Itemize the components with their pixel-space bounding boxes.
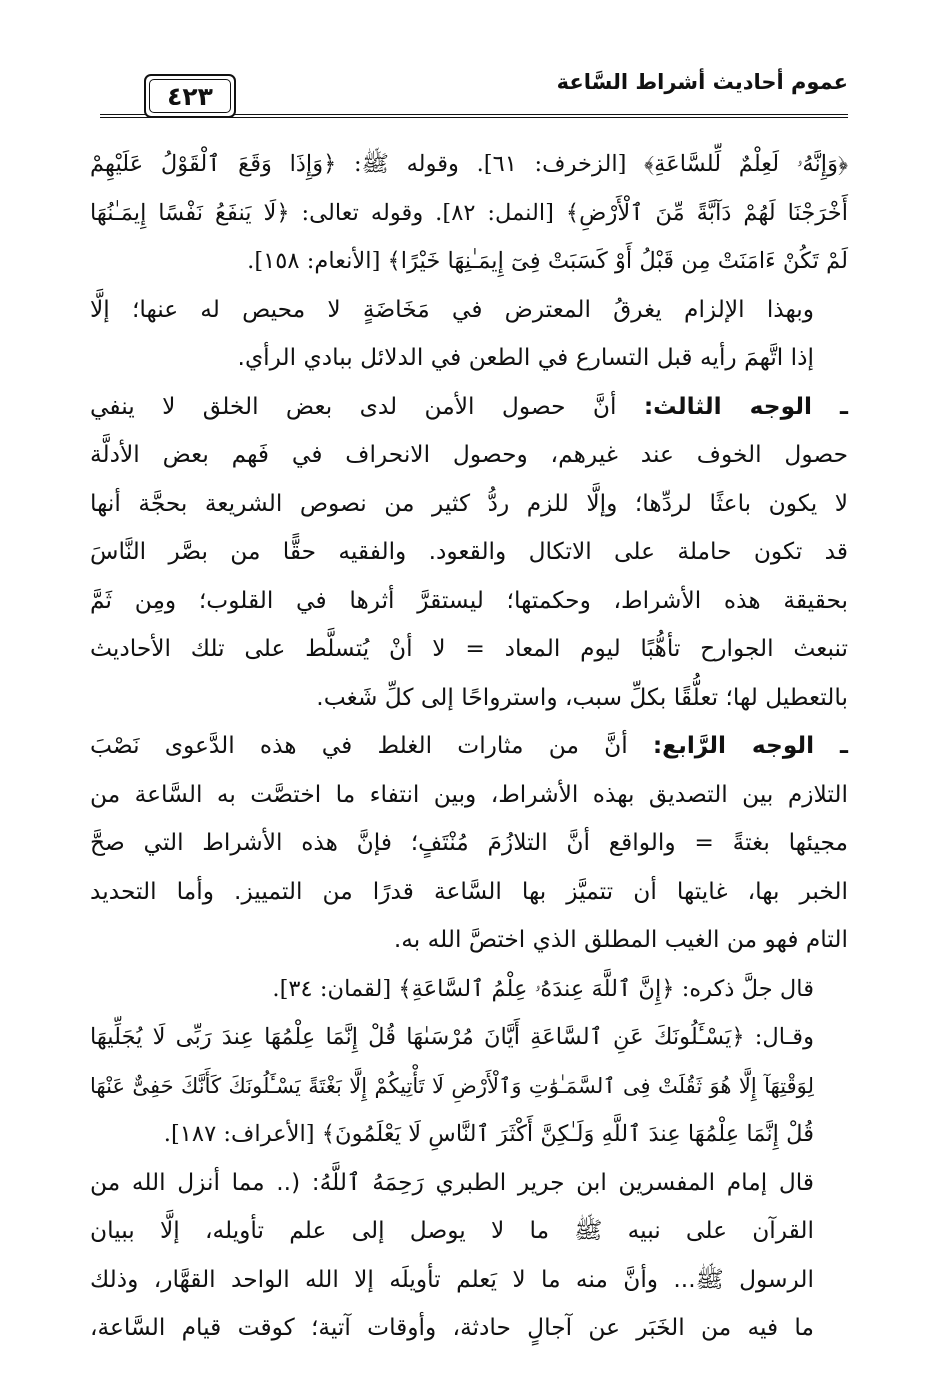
text-run: أنَّ حصول الأمن لدى بعض الخلق لا ينفي bbox=[90, 392, 617, 420]
tabari-quote-paragraph bbox=[90, 1159, 848, 1353]
page-header bbox=[100, 62, 848, 122]
text-line: لَمْ تَكُنْ ءَامَنَتْ مِن قَبْلُ أَوْ كَسَبَتْ فِىٓ إِيمَـٰنِهَا خَيْرًا﴾ [الأنعام: ١٥٨]. bbox=[247, 248, 848, 274]
ilzam-paragraph bbox=[90, 286, 848, 383]
text-line: قال إمام المفسرين ابن جرير الطبري رَحِمَهُ ٱللَّهُ: (.. مما أنزل الله من bbox=[90, 1168, 814, 1196]
luqman-quote-paragraph bbox=[90, 965, 848, 1014]
text-line bbox=[90, 722, 848, 771]
text-line: إذا اتَّهمَ رأيه قبل التسارع في الطعن في الدلائل ببادي الرأي. bbox=[237, 344, 814, 371]
third-aspect-paragraph bbox=[90, 383, 848, 723]
text-line: لِوَقْتِهَآ إِلَّا هُوَ ثَقُلَتْ فِى ٱلسَّمَـٰوَٰتِ وَٱلْأَرْضِ لَا تَأْتِيكُمْ إِلَّا بَغْتَةً يَسْـَٔلُونَكَ كَأَنَّكَ حَفِىٌّ عَنْهَا bbox=[90, 1072, 814, 1098]
text-line: الخبر بها، غايتها أن تتميَّز بها السَّاعة قدرًا من التمييز. وأما التحديد bbox=[90, 877, 848, 905]
text-line: ما فيه من الخَبَر عن آجالٍ حادثة، وأوقات آتية؛ كوقت قيام السَّاعة، bbox=[90, 1314, 814, 1341]
araf-quote-paragraph bbox=[90, 1013, 848, 1159]
page-number-frame bbox=[144, 74, 236, 118]
text-line: قال جلَّ ذكره: ﴿إِنَّ ٱللَّهَ عِندَهُۥ عِلْمُ ٱلسَّاعَةِ﴾ [لقمان: ٣٤]. bbox=[272, 975, 814, 1002]
quran-citations-paragraph bbox=[90, 140, 848, 286]
text-line: أَخْرَجْنَا لَهُمْ دَآبَّةً مِّنَ ٱلْأَرْضِ﴾ [النمل: ٨٢]. وقوله تعالى: ﴿لَا يَنفَعُ نَفْسًا إِيمَـٰنُهَا bbox=[90, 199, 848, 226]
text-line: التام فهو من الغيب المطلق الذي اختصَّ الله به. bbox=[393, 926, 848, 953]
text-line bbox=[90, 383, 848, 432]
text-line: التلازم بين التصديق بهذه الأشراط، وبين انتفاء ما اختصَّت به السَّاعة من bbox=[90, 780, 848, 808]
page-body bbox=[90, 140, 848, 1353]
text-line: قُلْ إِنَّمَا عِلْمُهَا عِندَ ٱللَّهِ وَلَـٰكِنَّ أَكْثَرَ ٱلنَّاسِ لَا يَعْلَمُونَ﴾ [الأعراف: ١٨٧]. bbox=[163, 1121, 814, 1147]
text-line: لا يكون باعثًا لردِّها؛ وإلَّا للزم ردُّ كثير من نصوص الشريعة بحجَّة أنها bbox=[90, 489, 848, 517]
page-number: ٤٢٣ bbox=[167, 81, 213, 111]
running-title: عموم أحاديث أشراط السَّاعة bbox=[556, 70, 848, 94]
text-line: وقـال: ﴿يَسْـَٔلُونَكَ عَنِ ٱلسَّاعَةِ أَيَّانَ مُرْسَىٰهَا قُلْ إِنَّمَا عِلْمُهَا عِندَ رَبِّى لَا يُجَلِّيهَا bbox=[90, 1024, 814, 1050]
text-line: تنبعث الجوارح تأهُّبًا ليوم المعاد = لا أنْ يُتسلَّط على تلك الأحاديث bbox=[90, 635, 848, 662]
text-line: بحقيقة هذه الأشراط، وحكمتها؛ ليستقرَّ أثرها في القلوب؛ ومِن ثَمَّ bbox=[90, 586, 848, 614]
text-line: بالتعطيل لها؛ تعلُّقًا بكلِّ سبب، واسترواحًا إلى كلِّ شَغب. bbox=[316, 683, 848, 711]
text-line: مجيئها بغتةً = والواقع أنَّ التلازُمَ مُنْتَفٍ؛ فإنَّ هذه الأشراط التي صحَّ bbox=[90, 829, 848, 856]
fourth-aspect-paragraph bbox=[90, 722, 848, 965]
text-line: قد تكون حاملة على الاتكال والقعود. والفقيه حقًّا من بصَّر النَّاسَ bbox=[90, 538, 848, 565]
text-line: وبهذا الإلزام يغرقُ المعترض في مَخَاضَةٍ لا محيص له عنها؛ إلَّا bbox=[90, 295, 814, 323]
text-line: القرآن على نبيه ﷺ ما لا يوصل إلى علم تأويله، إلَّا ببيان bbox=[90, 1217, 814, 1244]
text-line: ﴿وَإِنَّهُۥ لَعِلْمٌ لِّلسَّاعَةِ﴾ [الزخرف: ٦١]. وقوله ﷺ: ﴿وَإِذَا وَقَعَ ٱلْقَوْلُ عَلَيْهِمْ bbox=[90, 151, 848, 177]
section-heading: ـ الوجه الرَّابع: bbox=[652, 732, 848, 759]
text-line: الرسول ﷺ... وأنَّ منه ما لا يَعلم تأويلَه إلا الله الواحد القهَّار، وذلك bbox=[90, 1265, 814, 1293]
section-heading: ـ الوجه الثالث: bbox=[643, 392, 848, 420]
text-run: أنَّ من مثارات الغلط في هذه الدَّعوى نَصْبَ bbox=[90, 732, 628, 759]
text-line: حصول الخوف عند غيرهم، وحصول الانحراف في فَهم بعض الأدلَّة bbox=[90, 441, 848, 468]
